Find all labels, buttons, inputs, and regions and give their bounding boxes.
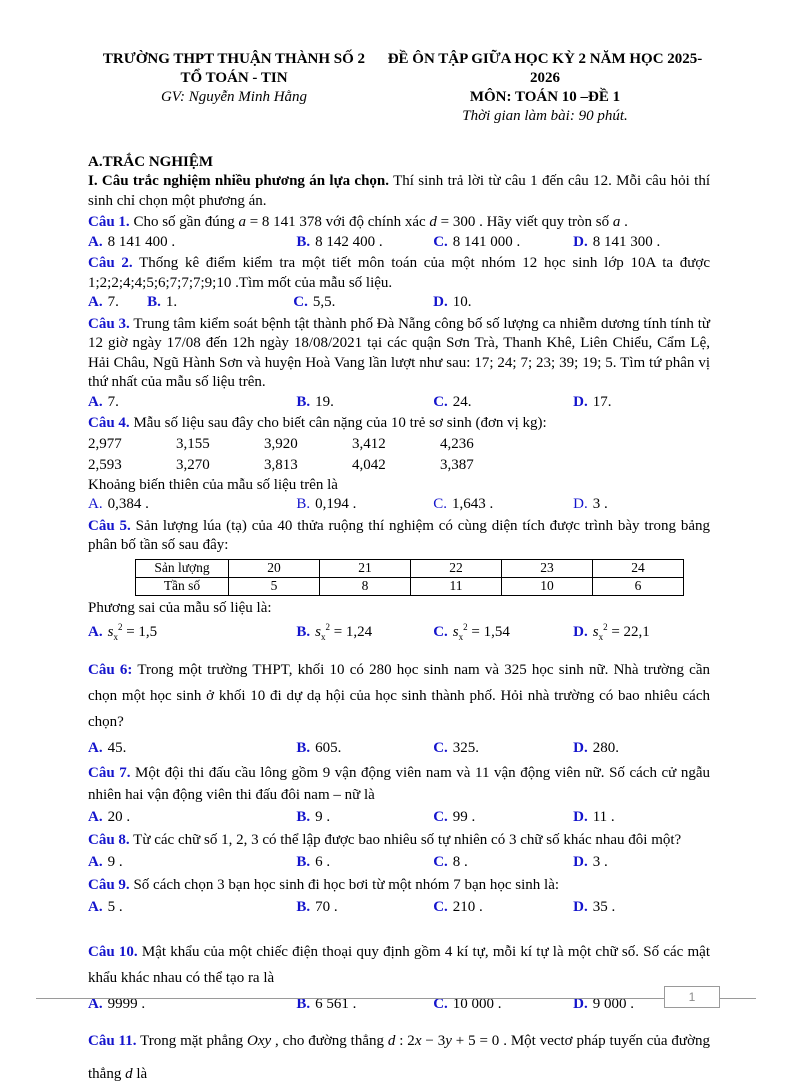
question-8 <box>88 829 710 873</box>
option-value: 3 . <box>592 853 608 870</box>
table-row <box>136 559 684 577</box>
option-C <box>433 991 573 1017</box>
question-2-text: Thống kê điểm kiểm tra một tiết môn toán của một nhóm 12 học sinh lớp 10A ta được 1;2;2;4;4;5;6;7;7;7;9;10 .Tìm mốt của mẫu số liệu. <box>88 255 710 291</box>
option-B <box>296 735 433 761</box>
data-value: 3,412 <box>352 435 386 452</box>
option-letter: B. <box>296 739 311 756</box>
question-8-stem <box>88 829 710 851</box>
option-C <box>433 851 573 873</box>
option-value: 7. <box>107 393 119 410</box>
option-A <box>88 393 296 413</box>
question-5 <box>88 517 710 648</box>
option-letter: B. <box>147 294 161 310</box>
option-value: 6 . <box>315 853 331 870</box>
question-2-label: Câu 2. <box>88 255 133 271</box>
option-letter: D. <box>573 393 588 410</box>
question-11-text: − 3 <box>421 1032 446 1049</box>
math-var: d <box>387 1032 396 1049</box>
option-A <box>88 293 147 313</box>
table-cell: Sản lượng <box>136 559 229 577</box>
question-7 <box>88 762 710 828</box>
option-B <box>296 233 433 253</box>
question-3-text: Trung tâm kiểm soát bệnh tật thành phố Đà Nẵng công bố số lượng ca nhiễm dương tính tính từ 12 giờ ngày 17/08 đến 12h ngày 18/08/2021 tại các quận Sơn Trà, Thanh Khê, Liên Chiểu, Cẩm Lệ, Hải Châu, Ngũ Hành Sơn và huyện Hoà Vang lần lượt như sau: 17; 24; 7; 23; 39; 19; 5. Tìm tứ phân vị thứ nhất của mẫu số liệu trên. <box>88 315 711 390</box>
option-letter: A. <box>88 739 103 756</box>
school-name: TRƯỜNG THPT THUẬN THÀNH SỐ 2 <box>102 51 366 67</box>
question-8-options <box>88 851 710 873</box>
option-C <box>433 393 573 413</box>
question-5-options <box>88 618 710 648</box>
option-letter: C. <box>433 853 448 870</box>
math-superscript: 2 <box>463 622 468 632</box>
question-7-options <box>88 806 710 828</box>
question-11-stem <box>88 1025 710 1091</box>
part1-intro <box>88 172 710 211</box>
option-A <box>88 495 296 515</box>
table-cell: 24 <box>593 559 684 577</box>
option-A <box>88 806 296 828</box>
question-7-text: Một đội thi đấu cầu lông gồm 9 vận động viên nam và 11 vận động viên nữ. Số cách cử ngẫu nhiên hai vận động viên thi đấu đôi nam – nữ là <box>88 764 710 803</box>
option-value: 5 . <box>107 898 123 915</box>
question-1 <box>88 213 710 252</box>
question-4-data-row <box>88 434 710 455</box>
option-letter: B. <box>296 898 311 915</box>
part1-heading: I. Câu trắc nghiệm nhiều phương án lựa chọn. <box>88 173 390 189</box>
option-letter: D. <box>573 496 588 512</box>
question-4-options <box>88 495 710 515</box>
document-header <box>88 50 710 126</box>
table-cell: 20 <box>229 559 320 577</box>
data-value: 2,977 <box>88 435 122 452</box>
question-11-text: là <box>132 1065 148 1082</box>
option-value: 99 . <box>452 808 476 825</box>
option-letter: D. <box>573 898 588 915</box>
question-8-label: Câu 8. <box>88 831 130 848</box>
option-letter: A. <box>88 898 103 915</box>
question-6-label: Câu 6: <box>88 661 133 678</box>
option-value: 0,384 . <box>107 496 149 512</box>
header-left-block <box>88 50 380 126</box>
question-11-text: , cho đường thẳng <box>271 1032 388 1049</box>
math-subscript: x <box>598 632 604 642</box>
table-cell: 5 <box>229 577 320 595</box>
table-cell: 6 <box>593 577 684 595</box>
exam-duration: Thời gian làm bài: 90 phút. <box>462 108 628 124</box>
math-superscript: 2 <box>325 622 330 632</box>
option-value: 1. <box>165 294 178 310</box>
document-content <box>88 50 710 1091</box>
question-4 <box>88 414 710 515</box>
option-letter: D. <box>573 233 588 250</box>
option-A <box>88 991 296 1017</box>
option-letter: A. <box>88 393 103 410</box>
option-value: 0,194 . <box>315 496 357 512</box>
question-9-text: Số cách chọn 3 bạn học sinh đi học bơi từ một nhóm 7 bạn học sinh là: <box>133 876 560 893</box>
option-D <box>573 618 710 648</box>
option-value: = 1,54 <box>467 624 510 640</box>
option-value: 7. <box>107 294 119 310</box>
option-D <box>573 851 710 873</box>
option-value: = 1,5 <box>122 624 158 640</box>
data-value: 3,387 <box>440 456 474 473</box>
question-4-label: Câu 4. <box>88 415 130 431</box>
page-number-badge: 1 <box>664 986 720 1008</box>
data-value: 4,042 <box>352 456 386 473</box>
option-D <box>573 896 710 918</box>
option-B <box>296 495 433 515</box>
part1-instructions: Thí sinh trả lời từ câu 1 đến câu 12. Mỗi câu hỏi thí sinh chỉ chọn một phương án. <box>88 173 710 209</box>
option-letter: C. <box>433 393 448 410</box>
table-cell: 21 <box>320 559 411 577</box>
option-A <box>88 851 296 873</box>
table-cell: 10 <box>502 577 593 595</box>
option-A <box>88 233 296 253</box>
question-11-text: Trong mặt phẳng <box>140 1032 248 1049</box>
question-2-options <box>88 293 710 313</box>
option-D <box>573 393 710 413</box>
option-value: = 22,1 <box>607 624 650 640</box>
question-9 <box>88 874 710 918</box>
option-C <box>433 896 573 918</box>
option-C <box>293 293 433 313</box>
question-6-text: Trong một trường THPT, khối 10 có 280 học sinh nam và 325 học sinh nữ. Nhà trường cần chọn một học sinh ở khối 10 đi dự dạ hội của học sinh thành phố. Hỏi nhà trường có bao nhiêu cách chọn? <box>88 661 710 730</box>
table-cell: 8 <box>320 577 411 595</box>
option-value: 1,643 . <box>451 496 494 512</box>
option-C <box>433 806 573 828</box>
option-letter: B. <box>296 995 311 1012</box>
option-letter: C. <box>433 995 448 1012</box>
math-var: s <box>452 624 459 640</box>
option-letter: D. <box>433 294 448 310</box>
question-3 <box>88 315 710 413</box>
option-letter: C. <box>293 294 308 310</box>
question-5-subtext: Phương sai của mẫu số liệu là: <box>88 599 272 616</box>
question-3-label: Câu 3. <box>88 315 130 332</box>
math-var: s <box>315 624 321 640</box>
math-var: x <box>414 1032 422 1049</box>
option-value: = 1,24 <box>329 624 373 640</box>
question-9-label: Câu 9. <box>88 876 130 893</box>
question-11-text: : 2 <box>395 1032 415 1049</box>
option-value: 325. <box>452 739 480 756</box>
option-letter: B. <box>296 808 311 825</box>
option-letter: C. <box>433 739 448 756</box>
table-cell: Tần số <box>136 577 229 595</box>
question-4-data-row <box>88 455 710 476</box>
option-letter: A. <box>88 624 103 640</box>
option-D <box>573 735 710 761</box>
option-value: 6 561 . <box>315 995 357 1012</box>
math-var: y <box>445 1032 452 1049</box>
option-A <box>88 735 296 761</box>
footer-divider <box>36 998 756 999</box>
option-letter: A. <box>88 294 103 310</box>
option-value: 9 000 . <box>592 995 634 1012</box>
option-D <box>573 233 710 253</box>
option-value: 11 . <box>592 808 615 825</box>
option-value: 8 141 000 . <box>452 233 521 250</box>
option-D <box>573 495 710 515</box>
option-A <box>88 896 296 918</box>
question-5-text: Sản lượng lúa (tạ) của 40 thửa ruộng thí nghiệm có cùng diện tích được trình bày trong bảng phân bố tần số sau đây: <box>88 517 710 553</box>
question-10-stem <box>88 939 710 991</box>
option-letter: B. <box>296 624 311 640</box>
question-6-options <box>88 735 710 761</box>
option-letter: B. <box>296 393 311 410</box>
math-superscript: 2 <box>603 622 608 632</box>
option-C <box>433 233 573 253</box>
option-value: 70 . <box>315 898 338 915</box>
question-2 <box>88 254 710 313</box>
math-var: s <box>107 624 114 640</box>
data-value: 3,270 <box>176 456 210 473</box>
question-4-subtext: Khoảng biến thiên của mẫu số liệu trên là <box>88 476 338 493</box>
math-subscript: x <box>320 632 326 642</box>
option-letter: B. <box>296 233 311 250</box>
option-letter: C. <box>433 624 448 640</box>
data-value: 4,236 <box>440 435 474 452</box>
option-letter: D. <box>573 853 588 870</box>
option-value: 24. <box>452 393 472 410</box>
question-7-stem <box>88 762 710 806</box>
table-cell: 23 <box>502 559 593 577</box>
option-B <box>296 896 433 918</box>
option-letter: C. <box>433 898 448 915</box>
question-11-text: + 5 = 0 . Một vectơ pháp tuyến của đường thẳng <box>88 1032 710 1082</box>
math-var: a <box>238 214 246 230</box>
exam-subject: MÔN: TOÁN 10 –ĐỀ 1 <box>469 89 621 105</box>
option-B <box>296 851 433 873</box>
question-7-label: Câu 7. <box>88 764 131 781</box>
option-value: 35 . <box>592 898 616 915</box>
option-B <box>296 393 433 413</box>
data-value: 3,155 <box>176 435 210 452</box>
option-letter: A. <box>88 496 103 512</box>
table-cell: 22 <box>411 559 502 577</box>
option-letter: A. <box>88 995 103 1012</box>
question-10 <box>88 939 710 1017</box>
question-1-stem <box>88 213 710 233</box>
math-var: Oxy <box>247 1032 272 1049</box>
question-1-text: = 8 141 378 với độ chính xác <box>245 214 430 230</box>
question-10-text: Mật khẩu của một chiếc điện thoại quy định gồm 4 kí tự, mỗi kí tự là một chữ số. Số các mật khẩu khác nhau có thể tạo ra là <box>88 943 710 986</box>
question-9-stem <box>88 874 710 896</box>
question-3-options <box>88 393 710 413</box>
header-right-block <box>380 50 710 126</box>
option-B <box>296 806 433 828</box>
question-5-stem <box>88 517 710 556</box>
math-subscript: x <box>458 632 464 642</box>
option-value: 9 . <box>107 853 123 870</box>
question-10-label: Câu 10. <box>88 943 138 960</box>
table-cell: 11 <box>411 577 502 595</box>
frequency-table <box>135 559 684 596</box>
question-6 <box>88 657 710 761</box>
question-1-options <box>88 233 710 253</box>
question-1-text: . <box>620 214 628 230</box>
option-value: 5,5. <box>312 294 336 310</box>
question-1-text: = 300 . Hãy viết quy tròn số <box>436 214 613 230</box>
option-value: 20 . <box>107 808 131 825</box>
option-value: 8 141 400 . <box>107 233 176 250</box>
option-C <box>433 735 573 761</box>
table-row <box>136 577 684 595</box>
option-value: 8 142 400 . <box>315 233 383 250</box>
option-C <box>433 495 573 515</box>
option-value: 9999 . <box>107 995 146 1012</box>
question-4-stem <box>88 414 710 434</box>
option-value: 19. <box>315 393 334 410</box>
question-2-stem <box>88 254 710 293</box>
option-letter: D. <box>573 995 588 1012</box>
option-A <box>88 618 296 648</box>
option-letter: C. <box>433 496 447 512</box>
question-11 <box>88 1025 710 1091</box>
option-value: 17. <box>592 393 612 410</box>
option-value: 210 . <box>452 898 483 915</box>
exam-title: ĐỀ ÔN TẬP GIỮA HỌC KỲ 2 NĂM HỌC 2025-2026 <box>387 51 703 86</box>
math-var: a <box>612 214 621 230</box>
math-subscript: x <box>113 632 118 642</box>
option-B <box>296 991 433 1017</box>
question-11-label: Câu 11. <box>88 1032 137 1049</box>
question-10-options <box>88 991 710 1017</box>
department-name: TỔ TOÁN - TIN <box>180 70 288 86</box>
question-6-stem <box>88 657 710 735</box>
question-8-text: Từ các chữ số 1, 2, 3 có thể lập được bao nhiêu số tự nhiên có 3 chữ số khác nhau đôi một? <box>133 831 682 848</box>
option-B <box>296 618 433 648</box>
option-letter: D. <box>573 624 588 640</box>
option-value: 280. <box>592 739 619 756</box>
option-letter: C. <box>433 808 448 825</box>
option-value: 8 . <box>452 853 468 870</box>
option-value: 10. <box>452 294 472 310</box>
question-3-stem <box>88 315 710 393</box>
section-a-title: A.TRẮC NGHIỆM <box>88 154 214 170</box>
option-letter: A. <box>88 233 103 250</box>
question-1-label: Câu 1. <box>88 214 130 230</box>
data-value: 3,920 <box>264 435 298 452</box>
option-letter: B. <box>296 853 311 870</box>
option-value: 9 . <box>315 808 331 825</box>
option-letter: D. <box>573 808 588 825</box>
math-var: s <box>592 624 599 640</box>
option-D <box>573 806 710 828</box>
option-letter: C. <box>433 233 448 250</box>
option-letter: D. <box>573 739 588 756</box>
teacher-name: GV: Nguyễn Minh Hằng <box>160 89 308 105</box>
option-value: 605. <box>315 739 342 756</box>
question-5-label: Câu 5. <box>88 517 131 534</box>
option-letter: A. <box>88 853 103 870</box>
data-value: 3,813 <box>264 456 298 473</box>
option-C <box>433 618 573 648</box>
option-value: 45. <box>107 739 127 756</box>
option-letter: B. <box>296 496 311 512</box>
question-1-text: Cho số gần đúng <box>133 214 239 230</box>
option-value: 3 . <box>592 496 608 512</box>
option-value: 10 000 . <box>452 995 502 1012</box>
option-D <box>433 293 710 313</box>
option-letter: A. <box>88 808 103 825</box>
math-var: d <box>125 1065 133 1082</box>
data-value: 2,593 <box>88 456 122 473</box>
option-B <box>147 293 293 313</box>
math-superscript: 2 <box>117 622 123 632</box>
math-var: d <box>429 214 437 230</box>
option-value: 8 141 300 . <box>592 233 661 250</box>
question-4-text: Mẫu số liệu sau đây cho biết cân nặng của 10 trẻ sơ sinh (đơn vị kg): <box>133 415 547 431</box>
question-9-options <box>88 896 710 918</box>
